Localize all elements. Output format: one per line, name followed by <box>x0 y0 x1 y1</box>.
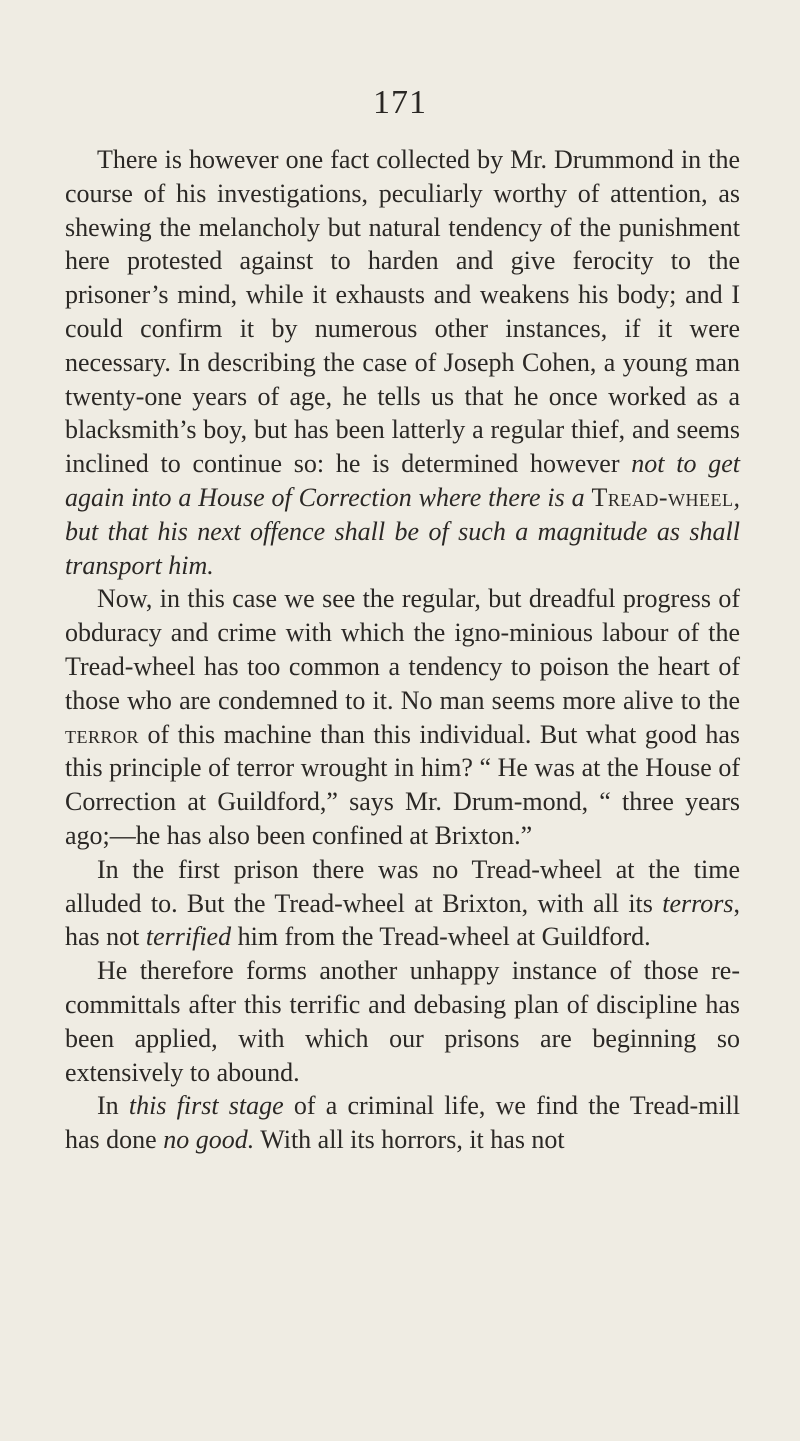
text-run: of this machine than this individual. But what good has this principle of terror wrought in him? “ He was at the House of Correction at Guildford,” says Mr. Drum-mond, “ three years ago;—he has also been confined at Brixton.” <box>65 719 740 850</box>
paragraph <box>65 1089 740 1157</box>
text-run: , has not <box>65 888 740 952</box>
text-run: Now, in this case we see the regular, but dreadful progress of obduracy and crime with which the igno-minious labour of the Tread-wheel has too common a tendency to poison the heart of those who are condemned to it. No man seems more alive to the <box>65 584 740 715</box>
italic-text-run: , <box>733 482 740 512</box>
smallcaps-text-run: terror <box>65 719 140 749</box>
text-run: In the first prison there was no Tread-wheel at the time alluded to. But the Tread-wheel at Brixton, with all its <box>65 854 740 918</box>
text-run: There is however one fact collected by Mr. Drummond in the course of his investigations, peculiarly worthy of attention, as shewing the melancholy but natural tendency of the punishment here protested against to harden and give ferocity to the prisoner’s mind, while it exhausts and weakens his body; and I could confirm it by numerous other instances, if it were necessary. In describing the case of Joseph Cohen, a young man twenty-one years of age, he tells us that he once worked as a blacksmith’s boy, but has been latterly a regular thief, and seems inclined to continue so: he is determined however <box>65 145 740 479</box>
italic-text-run: terrified <box>145 922 232 952</box>
italic-text-run: not to get again into a House of Correction where there is a <box>65 449 740 512</box>
paragraph <box>65 853 740 954</box>
text-run: He therefore forms another unhappy instance of those re-committals after this terrific and debasing plan of discipline has been applied, with which our prisons are beginning so extensively to abound. <box>65 956 740 1087</box>
italic-text-run: this first stage <box>128 1091 284 1121</box>
text-run: With all its horrors, it has not <box>254 1125 565 1155</box>
body-text <box>65 143 740 1157</box>
italic-text-run: but that his next offence shall be of such a magnitude as shall transport him. <box>65 516 740 580</box>
smallcaps-text-run: Tread-wheel <box>591 482 734 512</box>
paragraph <box>65 954 740 1089</box>
text-run: him from the Tread-wheel at Guildford. <box>231 922 651 952</box>
italic-text-run: terrors <box>662 888 734 918</box>
paragraph <box>65 582 740 852</box>
page-number: 171 <box>373 84 427 121</box>
text-run: In <box>97 1091 129 1121</box>
paragraph <box>65 143 740 582</box>
text-run: of a criminal life, we find the Tread-mill has done <box>65 1091 740 1155</box>
italic-text-run: no good. <box>163 1125 255 1155</box>
